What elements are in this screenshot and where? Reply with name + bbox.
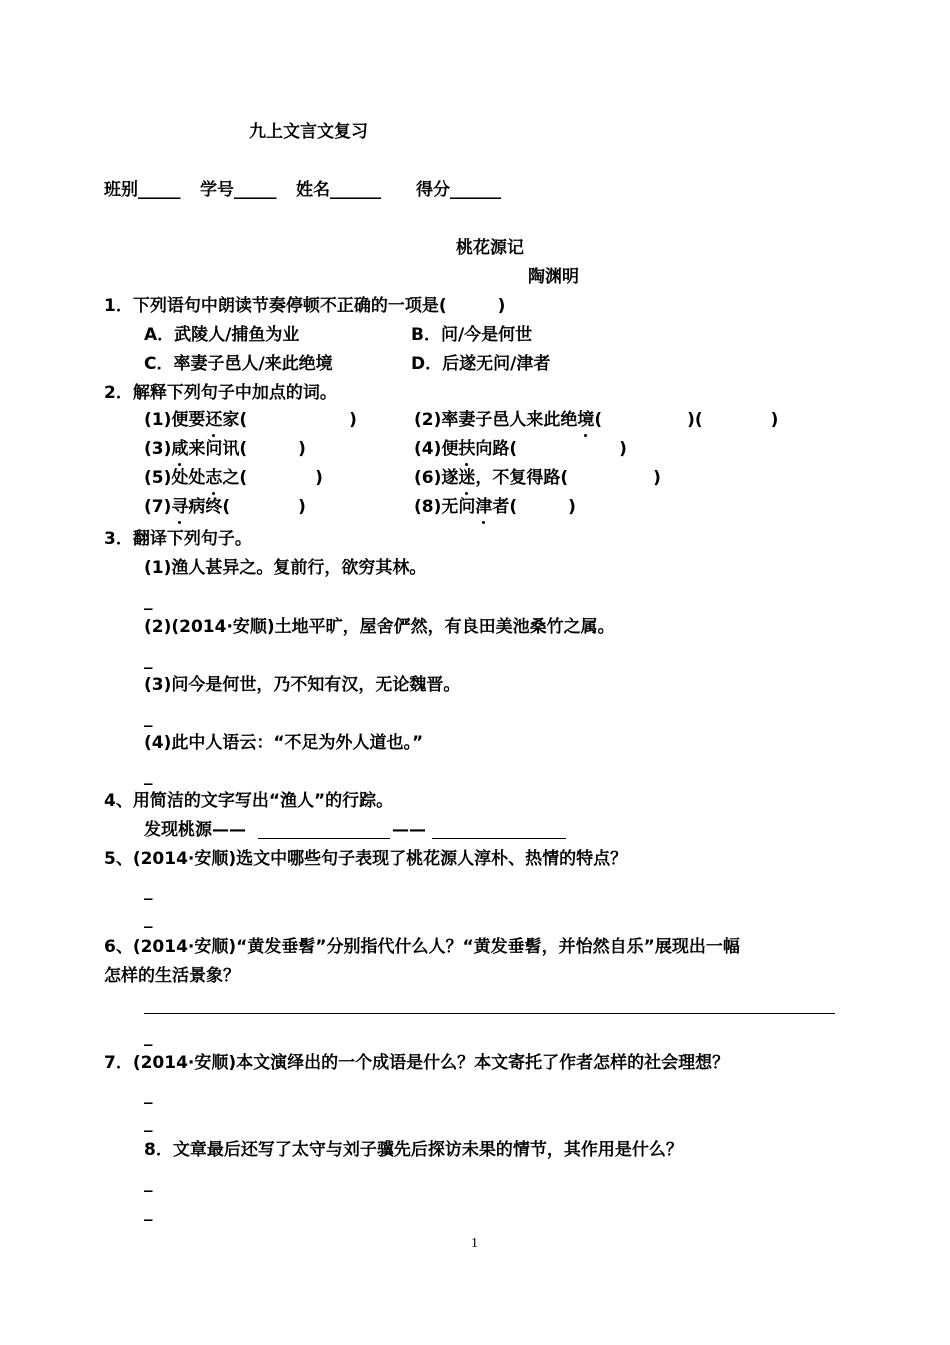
q4-route-sep: —— (392, 820, 426, 840)
emphasis-dot-char: 志 (205, 468, 223, 488)
q6-answer-line (144, 1013, 835, 1014)
passage-title: 桃花源记 (456, 238, 524, 258)
q2-item-7: (7)寻病终( ) (144, 497, 306, 517)
answer-line: _ (144, 766, 153, 786)
answer-line: _ (144, 1173, 153, 1193)
emphasis-dot-char: 津 (475, 497, 493, 517)
answer-line: _ (144, 708, 153, 728)
class-field: 班别_____ (104, 180, 181, 200)
emphasis-dot-char: 境 (577, 410, 595, 430)
page-number: 1 (471, 1236, 478, 1251)
q1-option-d: D．后遂无问/津者 (411, 354, 551, 374)
score-field: 得分______ (416, 180, 501, 200)
answer-line: _ (144, 1202, 153, 1222)
q2-item-2: (2)率妻子邑人来此绝境( )( ) (414, 410, 779, 430)
q2-item-8: (8)无问津者( ) (414, 497, 576, 517)
q2-item-1: (1)便要还家( ) (144, 410, 357, 430)
q3-item-4: (4)此中人语云：“不足为外人道也。” (144, 733, 424, 753)
q2-item-4: (4)便扶向路( ) (414, 439, 627, 459)
q2-item-5: (5)处处志之( ) (144, 468, 323, 488)
q3-stem: 3．翻译下列句子。 (104, 529, 252, 549)
passage-author: 陶渊明 (528, 267, 579, 287)
emphasis-dot-char: 寻 (171, 497, 189, 517)
emphasis-dot-char: 还 (205, 410, 223, 430)
q1-option-a: A．武陵人/捕鱼为业 (144, 325, 300, 345)
q4-blank-2 (432, 838, 566, 839)
answer-line: _ (144, 909, 153, 929)
answer-line: _ (144, 1027, 153, 1047)
q3-item-2: (2)(2014·安顺)土地平旷，屋舍俨然，有良田美池桑竹之属。 (144, 617, 615, 637)
q1-option-b: B．问/今是何世 (411, 325, 533, 345)
emphasis-dot-char: 扶 (458, 439, 476, 459)
answer-line: _ (144, 591, 153, 611)
answer-line: _ (144, 1085, 153, 1105)
q2-item-6: (6)遂迷，不复得路( ) (414, 468, 661, 488)
q1-stem: 1．下列语句中朗读节奏停顿不正确的一项是( ) (104, 296, 506, 316)
answer-line: _ (144, 1113, 153, 1133)
q2-item-3: (3)咸来问讯( ) (144, 439, 306, 459)
q2-stem: 2．解释下列句子中加点的词。 (104, 383, 337, 403)
q7-stem: 7．(2014·安顺)本文演绎出的一个成语是什么？本文寄托了作者怎样的社会理想？ (104, 1053, 730, 1073)
emphasis-dot-char: 咸 (171, 439, 189, 459)
q4-blank-1 (258, 838, 390, 839)
q8-stem: 8．文章最后还写了太守与刘子骥先后探访未果的情节，其作用是什么？ (144, 1140, 683, 1160)
q3-item-1: (1)渔人甚异之。复前行，欲穷其林。 (144, 558, 427, 578)
q6-stem-line2: 怎样的生活景象？ (104, 966, 240, 986)
q4-route-start: 发现桃源—— (144, 820, 246, 840)
q3-item-3: (3)问今是何世，乃不知有汉，无论魏晋。 (144, 675, 461, 695)
name-field: 姓名______ (296, 180, 381, 200)
q1-option-c: C．率妻子邑人/来此绝境 (144, 354, 333, 374)
emphasis-dot-char: 迷 (458, 468, 476, 488)
q4-stem: 4、用简洁的文字写出“渔人”的行踪。 (104, 791, 394, 811)
answer-line: _ (144, 881, 153, 901)
answer-line: _ (144, 650, 153, 670)
q5-stem: 5、(2014·安顺)选文中哪些句子表现了桃花源人淳朴、热情的特点？ (104, 849, 628, 869)
student-number-field: 学号_____ (200, 180, 277, 200)
page-title: 九上文言文复习 (249, 122, 368, 142)
q6-stem-line1: 6、(2014·安顺)“黄发垂髫”分别指代什么人？“黄发垂髫，并怡然自乐”展现出一幅 (104, 937, 740, 957)
